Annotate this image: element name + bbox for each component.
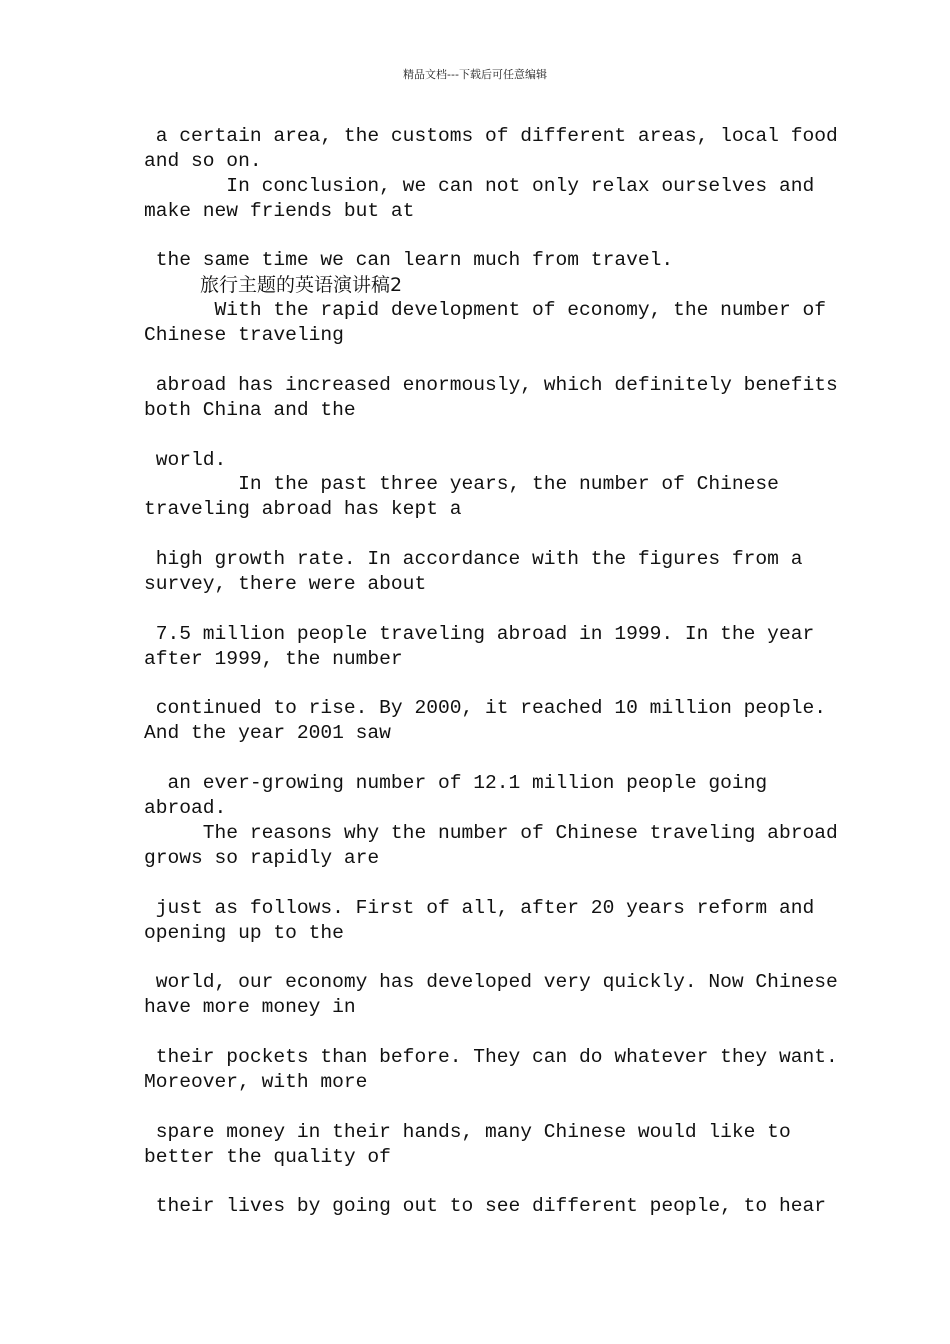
text-line: The reasons why the number of Chinese traveling abroad	[144, 821, 838, 844]
blank-line	[144, 1095, 806, 1120]
text-line: their pockets than before. They can do whatever they want.	[144, 1045, 838, 1068]
text-line: opening up to the	[144, 921, 344, 944]
paragraph	[144, 448, 806, 523]
text-line: In conclusion, we can not only relax ourselves and	[144, 174, 815, 197]
text-line: continued to rise. By 2000, it reached 10 million people.	[144, 697, 826, 720]
text-line: just as follows. First of all, after 20 years reform and	[144, 896, 815, 919]
text-line: spare money in their hands, many Chinese would like to	[144, 1120, 791, 1143]
text-line: world, our economy has developed very quickly. Now Chinese	[144, 971, 838, 994]
paragraph	[144, 373, 838, 423]
text-line: With the rapid development of economy, the number of	[144, 299, 826, 322]
paragraph	[144, 1194, 826, 1219]
paragraph	[144, 547, 806, 597]
blank-line	[144, 1169, 806, 1194]
document-body	[144, 124, 838, 1219]
blank-line	[144, 423, 806, 448]
text-line: abroad.	[144, 797, 227, 820]
text-line: grows so rapidly are	[144, 846, 380, 869]
text-line: In the past three years, the number of Chinese	[144, 473, 779, 496]
paragraph	[144, 696, 826, 746]
blank-line	[144, 597, 806, 622]
blank-line	[144, 522, 806, 547]
blank-line	[144, 224, 806, 249]
paragraph	[144, 174, 815, 224]
blank-line	[144, 672, 806, 697]
text-line: both China and the	[144, 398, 356, 421]
blank-line	[144, 348, 806, 373]
text-line: traveling abroad has kept a	[144, 498, 462, 521]
text-line: better the quality of	[144, 1145, 391, 1168]
text-line: an ever-growing number of 12.1 million people going	[144, 772, 768, 795]
text-line: make new friends but at	[144, 199, 415, 222]
paragraph	[144, 1045, 838, 1095]
text-line: survey, there were about	[144, 573, 427, 596]
paragraph	[144, 970, 838, 1020]
text-line: and so on.	[144, 149, 262, 172]
paragraph	[144, 298, 826, 348]
blank-line	[144, 945, 806, 970]
text-line: high growth rate. In accordance with the figures from a	[144, 548, 803, 571]
text-line: Moreover, with more	[144, 1070, 368, 1093]
paragraph	[144, 896, 815, 946]
text-line: a certain area, the customs of different areas, local food	[144, 125, 838, 147]
text-line: the same time we can learn much from travel.	[144, 249, 674, 272]
text-line: 7.5 million people traveling abroad in 1999. In the year	[144, 622, 815, 645]
page-header: 精品文档---下载后可任意编辑	[403, 68, 547, 81]
text-line: world.	[144, 448, 227, 471]
text-line: abroad has increased enormously, which definitely benefits	[144, 373, 838, 396]
text-line: after 1999, the number	[144, 647, 403, 670]
text-line: have more money in	[144, 996, 356, 1019]
blank-line	[144, 1020, 806, 1045]
paragraph	[144, 622, 815, 672]
paragraph	[144, 1120, 806, 1170]
text-line: Chinese traveling	[144, 324, 344, 347]
paragraph	[144, 248, 806, 273]
text-line: their lives by going out to see different people, to hear	[144, 1195, 826, 1218]
blank-line	[144, 746, 806, 771]
text-line: And the year 2001 saw	[144, 722, 391, 745]
paragraph	[144, 771, 838, 871]
blank-line	[144, 871, 806, 896]
paragraph	[144, 124, 838, 174]
section-heading: 旅行主题的英语演讲稿2	[200, 274, 403, 297]
